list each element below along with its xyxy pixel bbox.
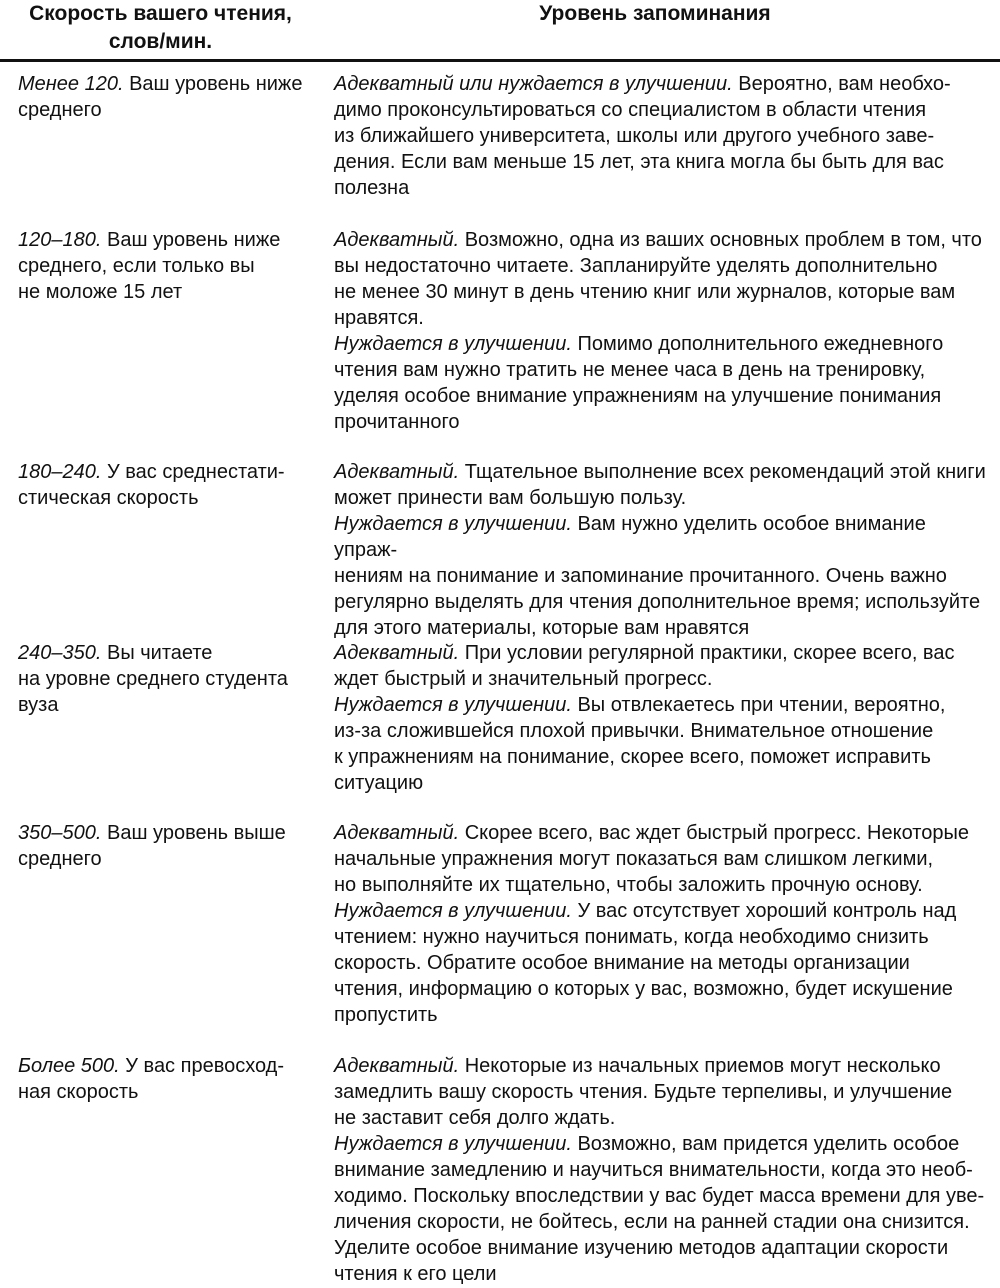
level-text: Скорее всего, вас ждет быстрый прогресс. Некоторые начальные упражнения могут показаться вам слишком легкими, но выполняйте их тщательно, чтобы заложить прочную основу.: [334, 822, 969, 896]
speed-cell: [18, 640, 318, 718]
retention-cell: [334, 459, 994, 641]
level-label: Нуждается в улучшении.: [334, 1133, 572, 1155]
speed-note: Ваш уровень выше среднего: [18, 822, 286, 870]
speed-cell: [18, 71, 318, 123]
level-text: Помимо дополнительного ежедневного чтения вам нужно тратить не менее часа в день на тренировку, уделяя особое внимание упражнениям на улучшение понимания прочитанного: [334, 333, 944, 433]
level-label: Адекватный.: [334, 229, 460, 251]
speed-note: У вас превосход- ная скорость: [18, 1055, 285, 1103]
level-text: Тщательное выполнение всех рекомендаций этой книги может принести вам большую пользу.: [334, 461, 986, 509]
retention-cell: [334, 1053, 994, 1287]
speed-note: Ваш уровень ниже среднего, если только вы не моложе 15 лет: [18, 229, 281, 303]
speed-range: Менее 120.: [18, 73, 124, 95]
speed-note: Вы читаете на уровне среднего студента вуза: [18, 642, 288, 716]
column-header-speed: Скорость вашего чтения, слов/мин.: [29, 2, 292, 53]
level-label: Адекватный.: [334, 822, 460, 844]
level-text: Возможно, вам придется уделить особое внимание замедлению и научиться внимательности, когда это необ- ходимо. Поскольку впоследствии у вас будет масса времени для уве- личения скорости, не бойтесь, если на ранней стадии она снизится. Уделите особое внимание изучению методов адаптации скорости чтения к его цели: [334, 1133, 985, 1285]
level-text: Возможно, одна из ваших основных проблем в том, что вы недостаточно читаете. Запланируйте уделять дополнительно не менее 30 минут в день чтению книг или журналов, которые вам нравятся.: [334, 229, 982, 329]
speed-range: 350–500.: [18, 822, 102, 844]
level-label: Нуждается в улучшении.: [334, 694, 572, 716]
level-label: Нуждается в улучшении.: [334, 513, 572, 535]
speed-note: Ваш уровень ниже среднего: [18, 73, 303, 121]
speed-cell: [18, 459, 318, 511]
level-label: Адекватный.: [334, 642, 460, 664]
retention-cell: [334, 820, 994, 1028]
level-label: Нуждается в улучшении.: [334, 900, 572, 922]
level-text: При условии регулярной практики, скорее всего, вас ждет быстрый и значительный прогресс.: [334, 642, 955, 690]
level-label: Адекватный.: [334, 1055, 460, 1077]
speed-note: У вас среднестати- стическая скорость: [18, 461, 285, 509]
retention-cell: [334, 227, 994, 435]
level-text: Вы отвлекаетесь при чтении, вероятно, из-за сложившейся плохой привычки. Внимательное отношение к упражнениям на понимание, скорее всего, поможет исправить ситуацию: [334, 694, 946, 794]
speed-range: 180–240.: [18, 461, 102, 483]
level-text: У вас отсутствует хороший контроль над чтением: нужно научиться понимать, когда необходимо снизить скорость. Обратите особое внимание на методы организации чтения, информацию о которых у вас, возможно, будет искушение пропустить: [334, 900, 957, 1026]
level-label: Нуждается в улучшении.: [334, 333, 572, 355]
level-text: Вам нужно уделить особое внимание упраж- нениям на понимание и запоминание прочитанного. Очень важно регулярно выделять для чтения дополнительное время; используйте для этого материалы, которые вам нравятся: [334, 513, 981, 639]
retention-cell: [334, 71, 994, 201]
speed-cell: [18, 820, 318, 872]
column-header-retention: Уровень запоминания: [539, 2, 771, 25]
speed-range: 120–180.: [18, 229, 102, 251]
header-rule: [0, 59, 1000, 62]
speed-cell: [18, 227, 318, 305]
level-label: Адекватный или нуждается в улучшении.: [334, 73, 733, 95]
speed-range: Более 500.: [18, 1055, 120, 1077]
level-text: Некоторые из начальных приемов могут несколько замедлить вашу скорость чтения. Будьте терпеливы, и улучшение не заставит себя долго ждать.: [334, 1055, 953, 1129]
level-label: Адекватный.: [334, 461, 460, 483]
speed-cell: [18, 1053, 318, 1105]
level-text: Вероятно, вам необхо- димо проконсультироваться со специалистом в области чтения из ближайшего университета, школы или другого учебного заве- дения. Если вам меньше 15 лет, эта книга могла бы быть для вас полезна: [334, 73, 951, 199]
speed-range: 240–350.: [18, 642, 102, 664]
retention-cell: [334, 640, 994, 796]
